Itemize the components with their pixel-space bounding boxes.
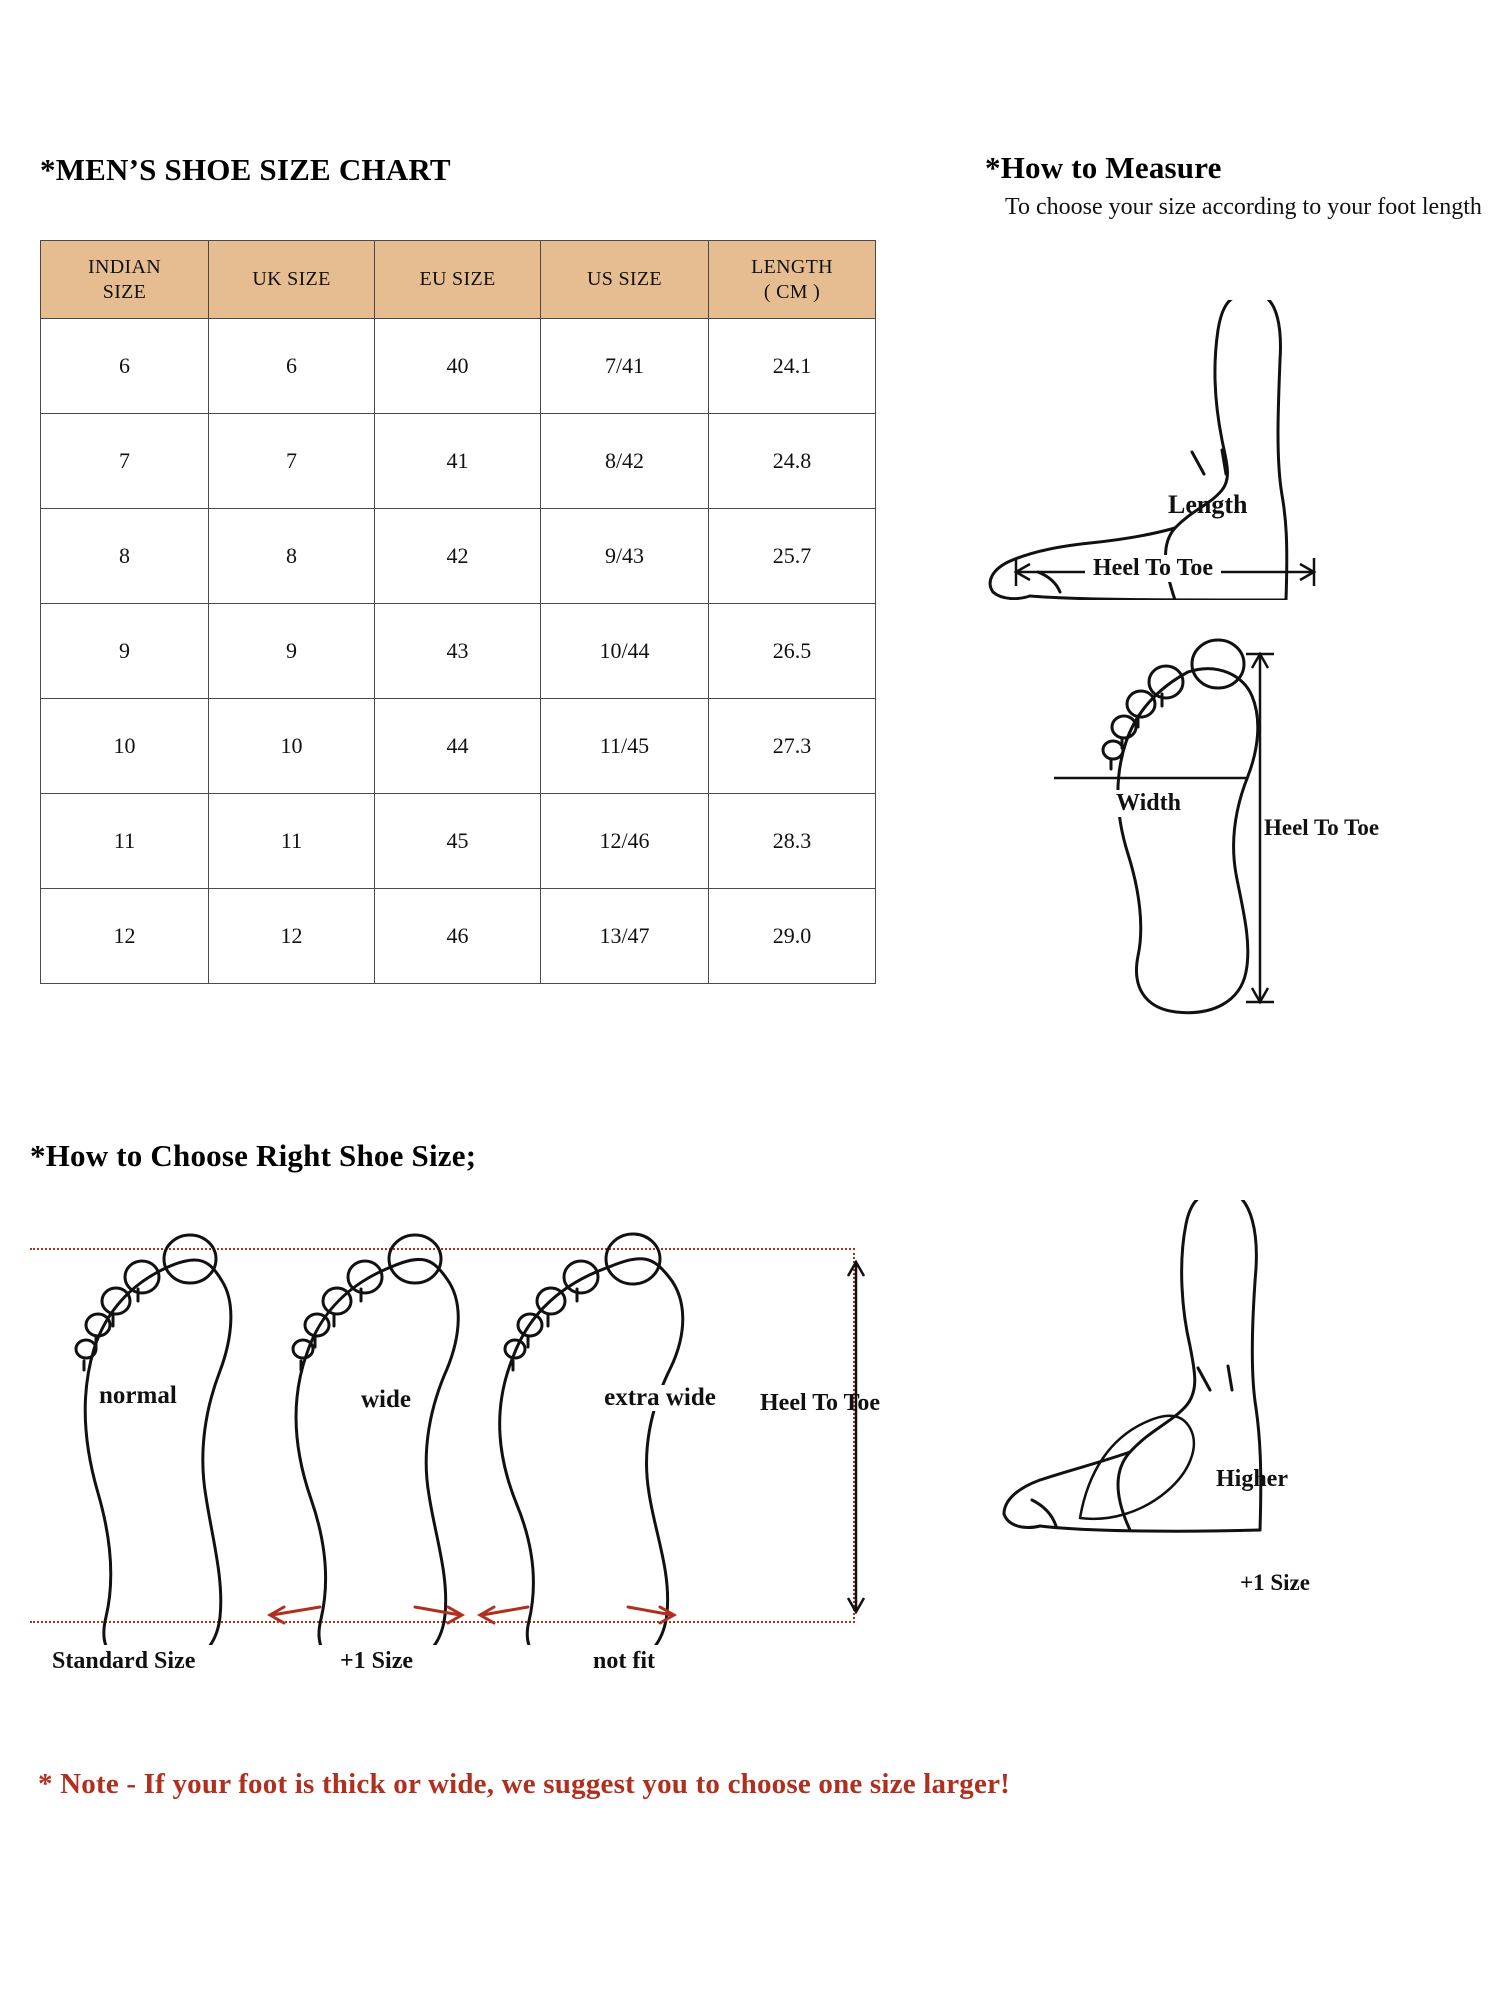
page-title: *MEN’S SHOE SIZE CHART [40,152,451,187]
note-text: * Note - If your foot is thick or wide, we suggest you to choose one size larger! [38,1768,1010,1800]
cell-us-size: 8/42 [541,414,709,509]
cell-indian-size: 7 [41,414,209,509]
cell-us-size: 9/43 [541,509,709,604]
header-line: US SIZE [587,268,662,290]
label-heel-to-toe-side: Heel To Toe [1085,555,1221,582]
label-standard-size: Standard Size [52,1648,196,1674]
label-normal: normal [93,1382,183,1410]
table-row [41,604,876,699]
cell-eu-size: 45 [375,794,541,889]
cell-length-cm: 26.5 [709,604,876,699]
table-row [41,794,876,889]
label-higher: Higher [1216,1466,1288,1492]
cell-uk-size: 9 [209,604,375,699]
cell-indian-size: 9 [41,604,209,699]
cell-length-cm: 28.3 [709,794,876,889]
header-line: INDIAN [88,255,161,278]
label-heel-to-toe-comparison: Heel To Toe [760,1390,881,1416]
header-line: SIZE [102,280,147,303]
foot-width-comparison-diagram [20,1215,920,1645]
cell-uk-size: 12 [209,889,375,984]
cell-length-cm: 27.3 [709,699,876,794]
size-chart-table [40,240,876,984]
higher-instep-diagram [960,1200,1480,1620]
table-header-row [41,241,876,319]
label-plus-one-size-comparison: +1 Size [340,1648,413,1674]
cell-uk-size: 11 [209,794,375,889]
column-header-uk-size [209,241,375,319]
column-header-indian-size [41,241,209,319]
table-row [41,509,876,604]
cell-indian-size: 12 [41,889,209,984]
label-plus-one-size-higher: +1 Size [1240,1570,1310,1595]
cell-us-size: 7/41 [541,319,709,414]
cell-uk-size: 8 [209,509,375,604]
column-header-eu-size [375,241,541,319]
cell-eu-size: 46 [375,889,541,984]
table-row [41,889,876,984]
cell-indian-size: 6 [41,319,209,414]
cell-indian-size: 11 [41,794,209,889]
cell-length-cm: 25.7 [709,509,876,604]
how-to-choose-title: *How to Choose Right Shoe Size; [30,1138,477,1173]
label-extra-wide: extra wide [600,1385,720,1411]
cell-indian-size: 8 [41,509,209,604]
cell-uk-size: 10 [209,699,375,794]
table-row [41,414,876,509]
how-to-measure-title: *How to Measure [985,150,1222,185]
cell-eu-size: 41 [375,414,541,509]
label-heel-to-toe-top: Heel To Toe [1264,815,1380,840]
label-wide: wide [355,1386,417,1414]
cell-length-cm: 29.0 [709,889,876,984]
how-to-measure-subtitle: To choose your size according to your foot length [1005,194,1482,220]
header-line: ( CM ) [763,280,821,303]
width-measure-arrow [1050,765,1250,791]
column-header-length-cm [709,241,876,319]
cell-eu-size: 44 [375,699,541,794]
heel-to-toe-measure-arrow-comparison [838,1258,874,1616]
table-row [41,319,876,414]
cell-uk-size: 7 [209,414,375,509]
column-header-us-size [541,241,709,319]
label-not-fit: not fit [593,1648,655,1674]
cell-uk-size: 6 [209,319,375,414]
cell-us-size: 11/45 [541,699,709,794]
cell-indian-size: 10 [41,699,209,794]
label-width: Width [1110,790,1187,817]
cell-us-size: 13/47 [541,889,709,984]
header-line: EU SIZE [419,268,496,290]
cell-us-size: 12/46 [541,794,709,889]
header-line: UK SIZE [252,268,331,290]
cell-length-cm: 24.8 [709,414,876,509]
cell-length-cm: 24.1 [709,319,876,414]
cell-us-size: 10/44 [541,604,709,699]
header-line: LENGTH [751,255,833,278]
label-length: Length [1168,490,1248,519]
cell-eu-size: 42 [375,509,541,604]
cell-eu-size: 43 [375,604,541,699]
table-row [41,699,876,794]
cell-eu-size: 40 [375,319,541,414]
